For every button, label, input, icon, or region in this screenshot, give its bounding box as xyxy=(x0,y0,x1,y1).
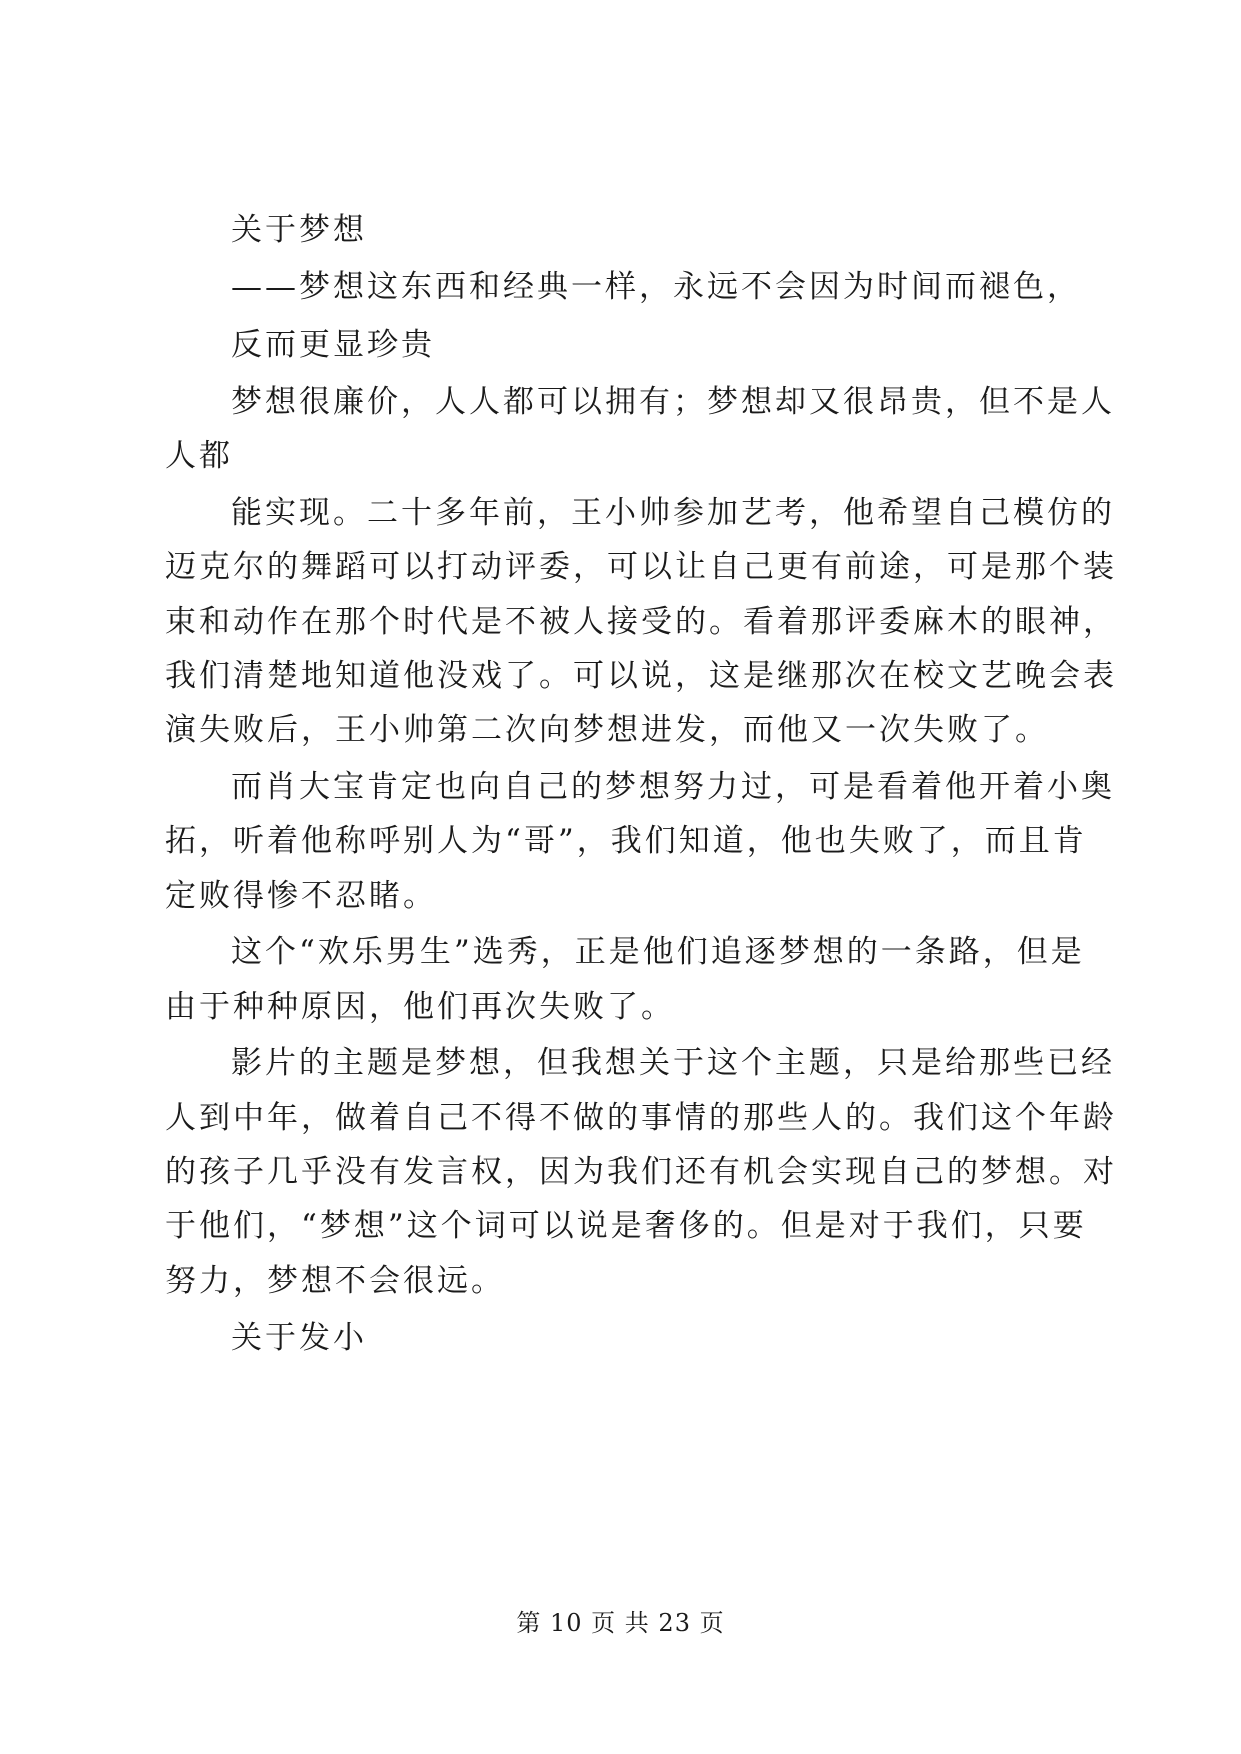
paragraph-2-line-3: 束和动作在那个时代是不被人接受的。看着那评委麻木的眼神， xyxy=(165,604,1117,640)
paragraph-4-line-2: 由于种种原因，他们再次失败了。 xyxy=(165,989,675,1025)
paragraph-3-line-2: 拓，听着他称呼别人为“哥”，我们知道，他也失败了，而且肯 xyxy=(165,823,1087,859)
paragraph-5-line-2: 人到中年，做着自己不得不做的事情的那些人的。我们这个年龄 xyxy=(165,1100,1117,1136)
paragraph-3-line-1: 而肖大宝肯定也向自己的梦想努力过，可是看着他开着小奥 xyxy=(231,769,1115,805)
section-title: 关于梦想 xyxy=(231,212,367,248)
paragraph-1-line-2: 人都 xyxy=(165,438,233,474)
paragraph-5-line-3: 的孩子几乎没有发言权，因为我们还有机会实现自己的梦想。对 xyxy=(165,1154,1117,1190)
paragraph-2-line-5: 演失败后，王小帅第二次向梦想进发，而他又一次失败了。 xyxy=(165,712,1049,748)
paragraph-5-line-1: 影片的主题是梦想，但我想关于这个主题，只是给那些已经 xyxy=(231,1045,1115,1081)
paragraph-2-line-4: 我们清楚地知道他没戏了。可以说，这是继那次在校文艺晚会表 xyxy=(165,658,1117,694)
paragraph-3-line-3: 定败得惨不忍睹。 xyxy=(165,878,437,914)
page-number-footer: 第 10 页 共 23 页 xyxy=(516,1609,725,1637)
paragraph-2-line-2: 迈克尔的舞蹈可以打动评委，可以让自己更有前途，可是那个装 xyxy=(165,549,1117,585)
section-heading-2: 关于发小 xyxy=(231,1320,367,1356)
subtitle-line-1: ——梦想这东西和经典一样，永远不会因为时间而褪色， xyxy=(231,269,1081,305)
paragraph-4-line-1: 这个“欢乐男生”选秀，正是他们追逐梦想的一条路，但是 xyxy=(231,934,1085,970)
paragraph-5-line-4: 于他们，“梦想”这个词可以说是奢侈的。但是对于我们，只要 xyxy=(165,1208,1087,1244)
paragraph-2-line-1: 能实现。二十多年前，王小帅参加艺考，他希望自己模仿的 xyxy=(231,495,1115,531)
paragraph-5-line-5: 努力，梦想不会很远。 xyxy=(165,1263,505,1299)
paragraph-1-line-1: 梦想很廉价，人人都可以拥有；梦想却又很昂贵，但不是人 xyxy=(231,384,1115,420)
subtitle-line-2: 反而更显珍贵 xyxy=(231,327,435,363)
